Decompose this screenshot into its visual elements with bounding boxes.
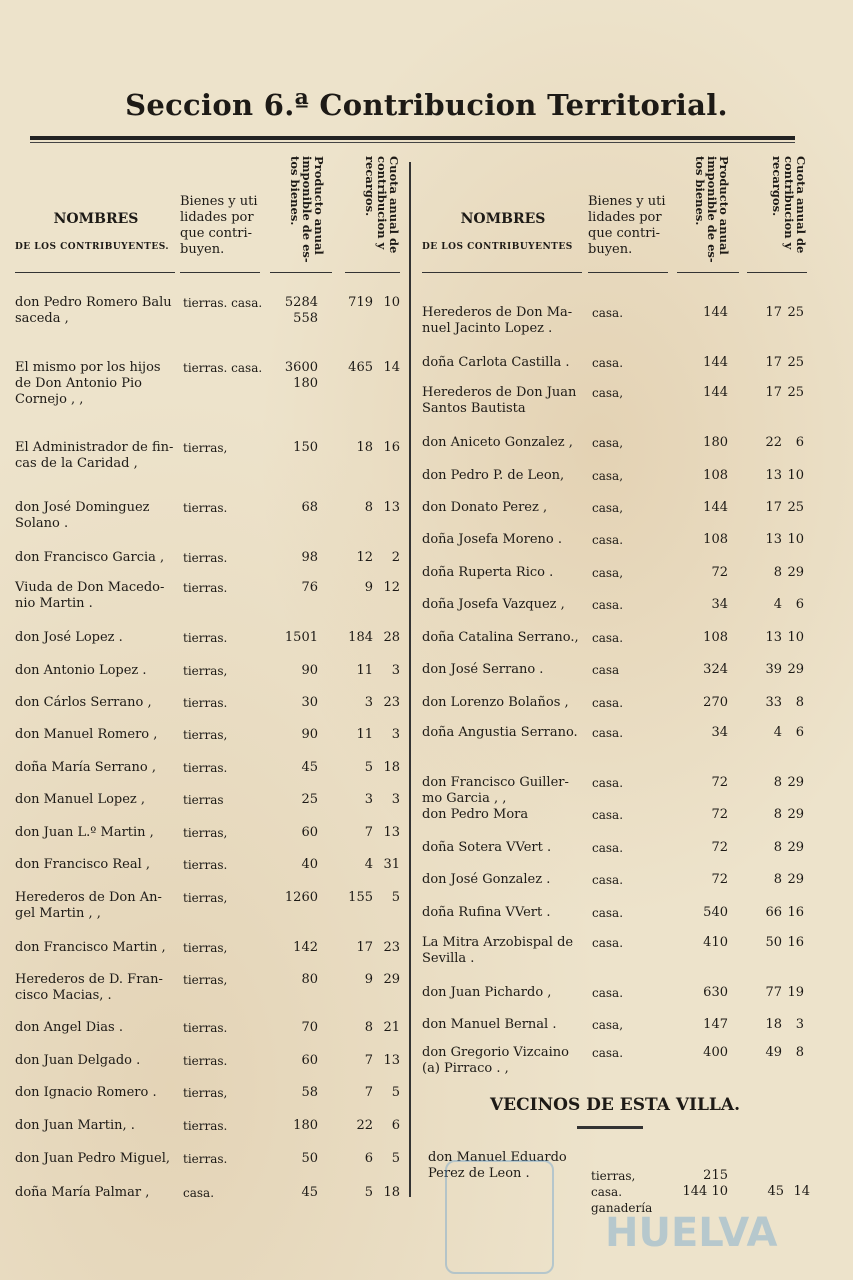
contributor-name: don Cárlos Serrano , [15, 695, 152, 710]
contributor-name: don Donato Perez , [422, 500, 548, 515]
vecinos-producto: 215 144 10 [682, 1168, 728, 1199]
contributor-bienes: tierras. [183, 551, 228, 565]
contributor-bienes: tierras. [183, 1054, 228, 1068]
contributor-bienes: casa, [592, 566, 624, 580]
contributor-recargo: 16 [787, 905, 804, 920]
contributor-cuota: 8 [773, 840, 782, 855]
contributor-recargo: 25 [787, 305, 804, 320]
contributor-bienes: casa. [592, 356, 624, 370]
contributor-bienes: casa, [592, 469, 624, 483]
contributor-cuota: 17 [765, 500, 782, 515]
page-title: Seccion 6.ª Contribucion Territorial. [125, 88, 728, 122]
contributor-bienes: tierras [183, 793, 224, 807]
contributor-producto: 72 [711, 565, 728, 580]
contributor-producto: 540 [703, 905, 728, 920]
contributor-recargo: 25 [787, 500, 804, 515]
contributor-producto: 34 [711, 725, 728, 740]
contributor-name: don Juan Pichardo , [422, 985, 552, 1000]
contributor-name: doña María Palmar , [15, 1185, 150, 1200]
contributor-bienes: casa. [592, 841, 624, 855]
contributor-cuota: 12 [356, 550, 373, 565]
contributor-cuota: 5 [364, 760, 373, 775]
header-rule [422, 272, 582, 273]
contributor-bienes: tierras, [183, 891, 228, 905]
contributor-producto: 60 [301, 825, 318, 840]
contributor-cuota: 7 [364, 1053, 373, 1068]
contributor-producto: 68 [301, 500, 318, 515]
contributor-name: El Administrador de fin- cas de la Caridad , [15, 440, 174, 471]
contributor-name: don Francisco Guiller- mo Garcia , , [422, 775, 569, 806]
contributor-producto: 45 [301, 1185, 318, 1200]
contributor-bienes: tierras. [183, 858, 228, 872]
column-divider [409, 162, 411, 1197]
contributor-name: don Manuel Lopez , [15, 792, 146, 807]
contributor-cuota: 22 [356, 1118, 373, 1133]
contributor-producto: 142 [293, 940, 318, 955]
title-rule-thin [30, 142, 795, 143]
contributor-bienes: casa. [592, 631, 624, 645]
contributor-name: doña María Serrano , [15, 760, 156, 775]
contributor-bienes: tierras, [183, 1086, 228, 1100]
contributor-bienes: casa. [592, 986, 624, 1000]
contributor-cuota: 18 [356, 440, 373, 455]
vecinos-name: don Manuel Eduardo Perez de Leon . [428, 1150, 567, 1181]
contributor-recargo: 16 [383, 440, 400, 455]
contributor-cuota: 18 [765, 1017, 782, 1032]
contributor-recargo: 13 [383, 1053, 400, 1068]
header-rule [15, 272, 175, 273]
contributor-name: Viuda de Don Macedo- nio Martin . [15, 580, 165, 611]
contributor-recargo: 25 [787, 385, 804, 400]
contributor-recargo: 3 [391, 792, 400, 807]
contributor-bienes: tierras, [183, 941, 228, 955]
contributor-name: don Juan Pedro Miguel, [15, 1151, 170, 1166]
contributor-producto: 400 [703, 1045, 728, 1060]
contributor-recargo: 29 [787, 840, 804, 855]
contributor-cuota: 6 [364, 1151, 373, 1166]
header-rule [747, 272, 807, 273]
contributor-producto: 108 [703, 630, 728, 645]
contributor-recargo: 31 [383, 857, 400, 872]
contributor-bienes: tierras, [183, 728, 228, 742]
right-table-header [422, 150, 808, 275]
contributor-recargo: 6 [795, 725, 804, 740]
contributor-recargo: 29 [787, 662, 804, 677]
contributor-name: don Gregorio Vizcaino (a) Pirraco . , [422, 1045, 569, 1076]
contributor-recargo: 18 [383, 760, 400, 775]
contributor-producto: 50 [301, 1151, 318, 1166]
contributor-name: don José Serrano . [422, 662, 544, 677]
contributor-producto: 108 [703, 532, 728, 547]
contributor-producto: 25 [301, 792, 318, 807]
contributor-producto: 1260 [284, 890, 318, 905]
contributor-cuota: 3 [364, 695, 373, 710]
contributor-bienes: casa. [183, 1186, 215, 1200]
contributor-recargo: 29 [383, 972, 400, 987]
header-nombres [422, 210, 584, 256]
contributor-bienes: tierras. [183, 581, 228, 595]
contributor-bienes: casa. [592, 533, 624, 547]
contributor-producto: 60 [301, 1053, 318, 1068]
contributor-name: doña Rufina VVert . [422, 905, 551, 920]
contributor-producto: 1501 [284, 630, 318, 645]
contributor-bienes: casa. [592, 808, 624, 822]
left-table [15, 150, 401, 1200]
contributor-producto: 324 [703, 662, 728, 677]
contributor-name: don José Dominguez Solano . [15, 500, 150, 531]
contributor-producto: 72 [711, 775, 728, 790]
header-nombres-sub: DE LOS CONTRIBUYENTES. [15, 242, 170, 252]
contributor-recargo: 8 [795, 695, 804, 710]
header-rule [270, 272, 332, 273]
contributor-cuota: 8 [364, 500, 373, 515]
contributor-producto: 147 [703, 1017, 728, 1032]
contributor-bienes: tierras. casa. [183, 296, 263, 310]
contributor-bienes: tierras. [183, 761, 228, 775]
contributor-recargo: 23 [383, 695, 400, 710]
header-nombres-label: NOMBRES [460, 211, 546, 227]
contributor-cuota: 13 [765, 468, 782, 483]
contributor-name: doña Carlota Castilla . [422, 355, 570, 370]
contributor-recargo: 13 [383, 500, 400, 515]
contributor-bienes: casa, [592, 501, 624, 515]
contributor-name: don Francisco Martin , [15, 940, 166, 955]
contributor-name: doña Ruperta Rico . [422, 565, 554, 580]
header-nombres-sub: DE LOS CONTRIBUYENTES [422, 242, 573, 252]
contributor-name: don Pedro Romero Balu saceda , [15, 295, 172, 326]
contributor-producto: 144 [703, 385, 728, 400]
contributor-recargo: 23 [383, 940, 400, 955]
contributor-name: don Manuel Romero , [15, 727, 158, 742]
contributor-name: don Juan Martin, . [15, 1118, 135, 1133]
contributor-cuota: 8 [773, 872, 782, 887]
header-rule [588, 272, 668, 273]
vecinos-recargo: 14 [793, 1184, 810, 1199]
contributor-recargo: 18 [383, 1185, 400, 1200]
contributor-cuota: 11 [356, 663, 373, 678]
contributor-name: La Mitra Arzobispal de Sevilla . [422, 935, 574, 966]
contributor-recargo: 29 [787, 872, 804, 887]
contributor-bienes: casa. [592, 306, 624, 320]
contributor-bienes: tierras. [183, 631, 228, 645]
contributor-recargo: 10 [787, 630, 804, 645]
contributor-producto: 45 [301, 760, 318, 775]
contributor-cuota: 49 [765, 1045, 782, 1060]
contributor-cuota: 4 [364, 857, 373, 872]
contributor-recargo: 2 [391, 550, 400, 565]
left-table-header [15, 150, 400, 275]
contributor-name: don Juan L.º Martin , [15, 825, 154, 840]
contributor-cuota: 3 [364, 792, 373, 807]
contributor-name: don Lorenzo Bolaños , [422, 695, 569, 710]
contributor-recargo: 6 [795, 597, 804, 612]
contributor-name: don Manuel Bernal . [422, 1017, 557, 1032]
contributor-cuota: 17 [356, 940, 373, 955]
contributor-name: Herederos de Don Ma- nuel Jacinto Lopez . [422, 305, 573, 336]
contributor-name: don Antonio Lopez . [15, 663, 147, 678]
contributor-name: Herederos de Don An- gel Martin , , [15, 890, 162, 921]
contributor-recargo: 25 [787, 355, 804, 370]
contributor-bienes: casa. [592, 598, 624, 612]
contributor-bienes: casa [592, 663, 620, 677]
contributor-bienes: casa, [592, 386, 624, 400]
contributor-cuota: 4 [773, 725, 782, 740]
contributor-name: Herederos de D. Fran- cisco Macias, . [15, 972, 163, 1003]
vecinos-rule [577, 1126, 643, 1129]
contributor-recargo: 8 [795, 1045, 804, 1060]
contributor-bienes: tierras. [183, 696, 228, 710]
contributor-recargo: 3 [391, 663, 400, 678]
contributor-cuota: 17 [765, 355, 782, 370]
contributor-bienes: casa, [592, 436, 624, 450]
contributor-recargo: 29 [787, 775, 804, 790]
header-rule [180, 272, 260, 273]
contributor-recargo: 29 [787, 565, 804, 580]
header-cuota: Cuota anual de contribucion y recargos. [770, 156, 808, 254]
contributor-cuota: 17 [765, 385, 782, 400]
contributor-producto: 34 [711, 597, 728, 612]
contributor-name: doña Angustia Serrano. [422, 725, 578, 740]
vecinos-cuota: 45 [767, 1184, 784, 1199]
contributor-producto: 72 [711, 807, 728, 822]
contributor-producto: 5284 558 [284, 295, 318, 326]
contributor-producto: 72 [711, 840, 728, 855]
contributor-producto: 270 [703, 695, 728, 710]
contributor-name: El mismo por los hijos de Don Antonio Pio Cornejo , , [15, 360, 161, 407]
archive-watermark: HUELVA [605, 1210, 778, 1256]
contributor-producto: 98 [301, 550, 318, 565]
contributor-cuota: 719 [348, 295, 373, 310]
contributor-name: don Pedro Mora [422, 807, 529, 822]
contributor-cuota: 13 [765, 630, 782, 645]
contributor-name: doña Catalina Serrano., [422, 630, 579, 645]
contributor-name: Herederos de Don Juan Santos Bautista [422, 385, 577, 416]
contributor-name: don Angel Dias . [15, 1020, 123, 1035]
contributor-cuota: 39 [765, 662, 782, 677]
header-nombres-label: NOMBRES [53, 211, 139, 227]
contributor-recargo: 6 [795, 435, 804, 450]
header-cuota: Cuota anual de contribucion y recargos. [363, 156, 401, 254]
archive-stamp [445, 1160, 554, 1274]
contributor-bienes: tierras, [183, 973, 228, 987]
contributor-producto: 76 [301, 580, 318, 595]
contributor-name: don Juan Delgado . [15, 1053, 141, 1068]
contributor-bienes: casa. [592, 873, 624, 887]
contributor-cuota: 8 [364, 1020, 373, 1035]
contributor-producto: 70 [301, 1020, 318, 1035]
contributor-recargo: 5 [391, 1085, 400, 1100]
header-rule [677, 272, 739, 273]
contributor-cuota: 11 [356, 727, 373, 742]
contributor-cuota: 17 [765, 305, 782, 320]
contributor-name: doña Josefa Vazquez , [422, 597, 565, 612]
contributor-producto: 630 [703, 985, 728, 1000]
contributor-producto: 144 [703, 500, 728, 515]
contributor-bienes: tierras, [183, 441, 228, 455]
contributor-cuota: 9 [364, 972, 373, 987]
contributor-bienes: casa. [592, 906, 624, 920]
contributor-recargo: 5 [391, 1151, 400, 1166]
contributor-cuota: 8 [773, 775, 782, 790]
contributor-producto: 144 [703, 305, 728, 320]
contributor-cuota: 9 [364, 580, 373, 595]
contributor-cuota: 77 [765, 985, 782, 1000]
contributor-bienes: casa. [592, 776, 624, 790]
contributor-recargo: 3 [795, 1017, 804, 1032]
contributor-producto: 3600 180 [284, 360, 318, 391]
contributor-producto: 410 [703, 935, 728, 950]
vecinos-heading: VECINOS DE ESTA VILLA. [489, 1095, 740, 1115]
contributor-recargo: 13 [383, 825, 400, 840]
contributor-recargo: 12 [383, 580, 400, 595]
contributor-bienes: tierras. [183, 1021, 228, 1035]
right-table [422, 150, 808, 1076]
contributor-cuota: 22 [765, 435, 782, 450]
contributor-recargo: 10 [383, 295, 400, 310]
contributor-cuota: 184 [348, 630, 373, 645]
contributor-cuota: 7 [364, 1085, 373, 1100]
contributor-recargo: 6 [391, 1118, 400, 1133]
contributor-name: don Aniceto Gonzalez , [422, 435, 573, 450]
contributor-name: don José Lopez . [15, 630, 123, 645]
header-rule [345, 272, 400, 273]
contributor-producto: 180 [703, 435, 728, 450]
contributor-bienes: tierras. [183, 501, 228, 515]
contributor-cuota: 66 [765, 905, 782, 920]
contributor-name: don José Gonzalez . [422, 872, 551, 887]
contributor-recargo: 3 [391, 727, 400, 742]
contributor-bienes: casa. [592, 936, 624, 950]
contributor-producto: 90 [301, 727, 318, 742]
contributor-cuota: 465 [348, 360, 373, 375]
contributor-cuota: 50 [765, 935, 782, 950]
contributor-recargo: 28 [383, 630, 400, 645]
header-bienes: Bienes y uti lidades por que contri- buyen. [180, 194, 258, 257]
contributor-cuota: 8 [773, 565, 782, 580]
contributor-producto: 58 [301, 1085, 318, 1100]
contributor-name: doña Sotera VVert . [422, 840, 552, 855]
contributor-recargo: 5 [391, 890, 400, 905]
contributor-name: don Francisco Real , [15, 857, 151, 872]
contributor-cuota: 155 [348, 890, 373, 905]
header-nombres [15, 210, 177, 256]
contributor-producto: 80 [301, 972, 318, 987]
contributor-cuota: 4 [773, 597, 782, 612]
contributor-producto: 108 [703, 468, 728, 483]
header-bienes: Bienes y uti lidades por que contri- buyen. [588, 194, 666, 257]
contributor-recargo: 16 [787, 935, 804, 950]
contributor-bienes: tierras. [183, 1152, 228, 1166]
contributor-bienes: tierras, [183, 826, 228, 840]
contributor-producto: 90 [301, 663, 318, 678]
contributor-bienes: tierras. [183, 1119, 228, 1133]
contributor-recargo: 14 [383, 360, 400, 375]
contributor-producto: 72 [711, 872, 728, 887]
contributor-cuota: 13 [765, 532, 782, 547]
contributor-producto: 180 [293, 1118, 318, 1133]
contributor-bienes: tierras. casa. [183, 361, 263, 375]
contributor-recargo: 19 [787, 985, 804, 1000]
contributor-bienes: casa. [592, 696, 624, 710]
contributor-cuota: 7 [364, 825, 373, 840]
contributor-name: don Ignacio Romero . [15, 1085, 157, 1100]
contributor-recargo: 10 [787, 532, 804, 547]
title-rule [30, 136, 795, 140]
contributor-bienes: casa, [592, 1018, 624, 1032]
contributor-bienes: casa. [592, 726, 624, 740]
contributor-bienes: casa. [592, 1046, 624, 1060]
contributor-name: doña Josefa Moreno . [422, 532, 563, 547]
contributor-cuota: 33 [765, 695, 782, 710]
contributor-cuota: 5 [364, 1185, 373, 1200]
contributor-recargo: 10 [787, 468, 804, 483]
contributor-cuota: 8 [773, 807, 782, 822]
vecinos-bienes: tierras, casa. ganadería [591, 1169, 653, 1215]
contributor-bienes: tierras, [183, 664, 228, 678]
contributor-producto: 30 [301, 695, 318, 710]
contributor-producto: 150 [293, 440, 318, 455]
contributor-recargo: 29 [787, 807, 804, 822]
contributor-name: don Pedro P. de Leon, [422, 468, 565, 483]
contributor-producto: 144 [703, 355, 728, 370]
contributor-producto: 40 [301, 857, 318, 872]
header-producto: Producto anual imponible de es- tos bienes. [288, 156, 326, 263]
header-producto: Producto anual imponible de es- tos bienes. [693, 156, 731, 263]
contributor-name: don Francisco Garcia , [15, 550, 165, 565]
contributor-recargo: 21 [383, 1020, 400, 1035]
